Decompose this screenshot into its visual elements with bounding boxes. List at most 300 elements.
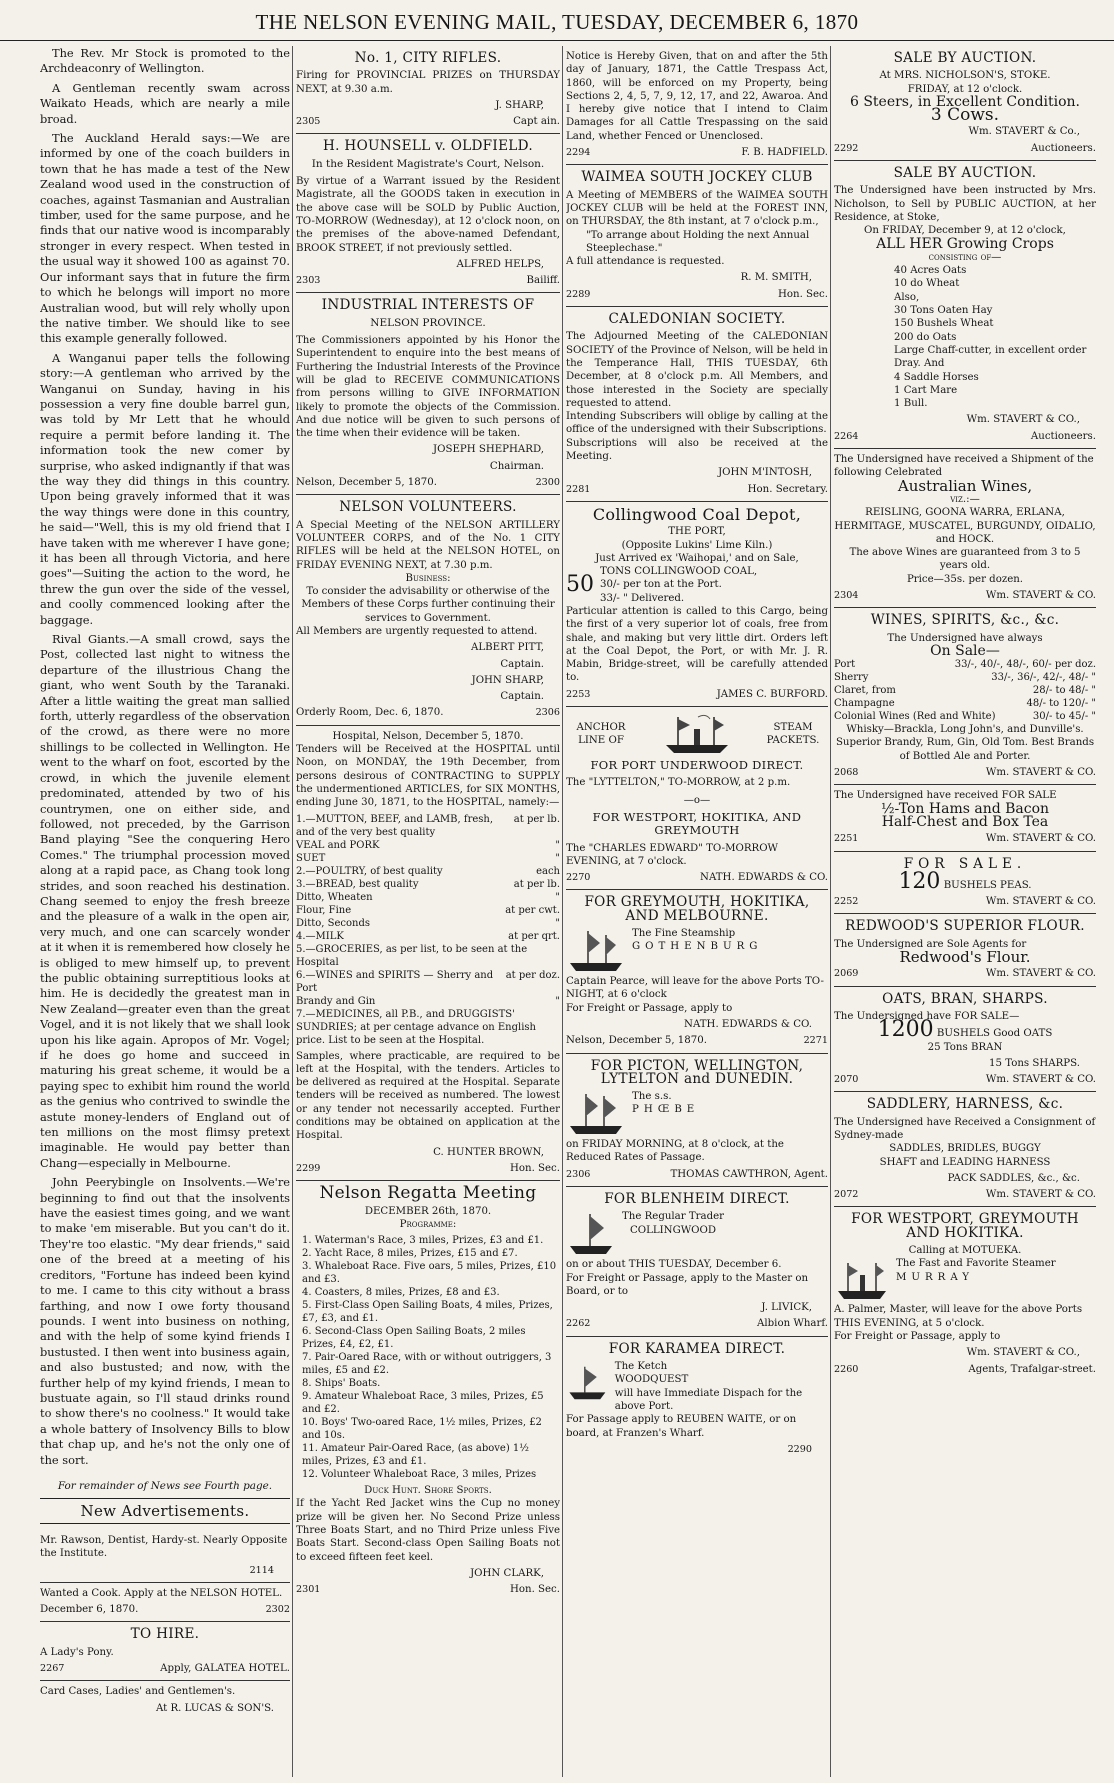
news-paragraph: John Peerybingle on Insolvents.—We're beginning to find out that the insolvents have the easiest times going, and we want to make 'em miserable. But you can't do it. They're too elastic. "My dear friends," said one of the breed at a meeting of his creditors, "Fortune has indeed been kyind to me. I came to this city without a brass farthing, and now I owe forty thousand pounds. I went into business on nothing, and with the help of some kyind friends I bustusted. I then went into business again, and also bustusted; and now, with the further help of my kyind friends, I mean to bustuate again, so I'll staud drinks round to show there's no coolness." It would take a whole battery of Insolvency Bills to blow that chap up, and he's not the only one of the sort. xyxy=(40,1175,290,1467)
ad-what: BUSHELS PEAS. xyxy=(943,879,1032,891)
ad-body: on FRIDAY MORNING, at 8 o'clock, at the Reduced Rates of Passage. xyxy=(566,1139,784,1164)
ad-charles: The "CHARLES EDWARD" TO-MORROW EVENING, at 7 o'clock. xyxy=(566,842,779,867)
ad-westport xyxy=(834,1207,1096,1380)
tender-item xyxy=(296,995,560,1008)
crop-list xyxy=(834,264,1096,410)
crop-item: 1 Cart Mare xyxy=(894,384,958,396)
ad-number: 2069 xyxy=(834,968,859,980)
ad-cards xyxy=(40,1681,290,1720)
ad-heading: REDWOOD'S SUPERIOR FLOUR. xyxy=(845,918,1085,935)
price-row-name: Claret, from xyxy=(834,685,896,697)
ad-where: At MRS. NICHOLSON'S, STOKE. xyxy=(879,70,1051,82)
ad-sign: NATH. EDWARDS & CO. xyxy=(700,872,828,884)
crop-item: Also, xyxy=(894,291,920,303)
ad-rawson xyxy=(40,1530,290,1583)
ad-title: Auctioneers. xyxy=(1030,142,1096,154)
ad-sign: JOHN CLARK, xyxy=(470,1567,544,1579)
sailing-ship-icon xyxy=(566,1090,626,1138)
tender-item-price: at per cwt. xyxy=(505,904,560,916)
news-paragraph: The Rev. Mr Stock is promoted to the Archdeaconry of Wellington. xyxy=(40,46,290,76)
coal-tons: 50 xyxy=(566,572,594,598)
ad-line-1: SADDLES, BRIDLES, BUGGY xyxy=(889,1143,1041,1155)
ad-body: Notice is Hereby Given, that on and after the 5th day of January, 1871, the Cattle Trespass Act, 1860, will be enforced on my Property, being Sections 2, 4, 5, 7, 9, 12, 17, and 22, Awaroa. And I hereby give notice that I intend to Claim Damages for all Cattle Trespassing on the said Land, whether Fenced or Unenclosed. xyxy=(566,51,828,142)
ad-date: Nelson, December 5, 1870. xyxy=(296,477,437,489)
ad-line-3: 15 Tons SHARPS. xyxy=(989,1057,1080,1069)
race-item: 7. Pair-Oared Race, with or without outriggers, 3 miles, £5 and £2. xyxy=(302,1352,552,1377)
ad-number: 2289 xyxy=(566,288,591,300)
ad-body: The Ketch xyxy=(614,1361,668,1373)
ad-text: Card Cases, Ladies' and Gentlemen's. xyxy=(40,1686,236,1698)
sailing-ship-icon xyxy=(566,927,626,975)
tender-item-name: 3.—BREAD, best quality xyxy=(296,878,419,890)
ad-city-rifles xyxy=(296,46,560,134)
ad-heading: FOR PICTON, WELLINGTON, LYTELTON and DUNEDIN. xyxy=(590,1057,804,1087)
ad-body: A Special Meeting of the NELSON ARTILLERY VOLUNTEER CORPS, and of the No. 1 CITY RIFLES will be held at the NELSON HOTEL, on FRIDAY EVENING NEXT, at 7.30 p.m. xyxy=(296,519,560,571)
crop-item: Dray. And xyxy=(894,358,945,370)
race-item: 12. Volunteer Whaleboat Race, 3 miles, Prizes xyxy=(302,1469,537,1481)
ad-number: 2271 xyxy=(803,1035,828,1047)
steamship-icon xyxy=(834,1257,890,1303)
ad-blenheim xyxy=(566,1187,828,1337)
ad-whisky: Whisky—Brackla, Long John's, and Dunville's. Superior Brandy, Rum, Gin, Old Tom. Best Brands of Bottled Ale and Porter. xyxy=(835,724,1095,762)
ad-picton xyxy=(566,1054,828,1187)
ad-heading: FOR KARAMEA DIRECT. xyxy=(608,1340,786,1357)
ad-title: Bailiff. xyxy=(526,275,560,287)
tender-item xyxy=(296,839,560,852)
tender-item xyxy=(296,917,560,930)
tender-item-price: at per doz. xyxy=(505,969,560,981)
ad-heading: FOR GREYMOUTH, HOKITIKA, AND MELBOURNE. xyxy=(584,894,810,924)
ad-purpose: To consider the advisability or otherwise of the Members of these Corps further continuing their services to Government. xyxy=(301,586,555,624)
ad-heading: FOR SALE. xyxy=(903,855,1027,872)
ad-sign: Wm. STAVERT & Co., xyxy=(968,126,1080,138)
ad-sale-2 xyxy=(834,161,1096,449)
ad-consisting: consisting of— xyxy=(928,251,1002,263)
ad-line-2: SHAFT and LEADING HARNESS xyxy=(879,1156,1051,1168)
ad-heading: No. 1, CITY RIFLES. xyxy=(354,50,502,66)
column-rule xyxy=(562,46,563,1777)
ad-when: On FRIDAY, December 9, at 12 o'clock, xyxy=(864,225,1066,237)
news-paragraph: A Wanganui paper tells the following story:—A gentleman who arrived by the Wanganui on Sunday, having in his possession a very fine double barrel gun, was told by Mr Lett that he whould require a permit before landing it. The information took the new comer by surprise, who asked indignantly if that was the way they did things in this country. Upon being gravely informed that it was the way things were done in this country, he said—"Well, this is my old friend that I have taken with me wherever I have gone; it has been all through Victoria, and here goes"—Suiting the action to the word, he threw the gun over the side of the vessel, and coolly commenced looking after the baggage. xyxy=(40,350,290,627)
ad-body-2: Intending Subscribers will oblige by calling at the office of the undersigned with their Subscriptions. xyxy=(566,411,828,436)
price-row xyxy=(834,710,1096,723)
ad-industrial xyxy=(296,293,560,495)
tender-item xyxy=(296,852,560,865)
ad-heading: SADDLERY, HARNESS, &c. xyxy=(866,1096,1064,1113)
price-row-value: 30/- to 45/- " xyxy=(1032,711,1096,723)
tender-item-name: Brandy and Gin xyxy=(296,995,376,1007)
ad-body: The Undersigned have been instructed by Mrs. Nicholson, to Sell by PUBLIC AUCTION, at her Residence, at Stoke, xyxy=(834,185,1096,223)
ad-body: Tenders will be Received at the HOSPITAL until Noon, on MONDAY, the 19th December, from persons desirous of CONTRACTING to SUPPLY the undermentioned ARTICLES, for SIX MONTHS, ending June 30, 1871, to the HOSPITAL, namely:— xyxy=(296,744,560,809)
tender-item-price: " xyxy=(555,917,560,929)
ad-number: 2260 xyxy=(834,1363,859,1375)
ad-oats xyxy=(834,987,1096,1093)
column-news xyxy=(40,46,290,1777)
tender-item-price: " xyxy=(555,852,560,864)
coal-price-1: 30/- per ton at the Port. xyxy=(600,579,722,591)
ad-number: 2281 xyxy=(566,483,591,495)
ad-number: 2306 xyxy=(535,707,560,719)
ad-sign: THOMAS CAWTHRON, Agent. xyxy=(670,1168,828,1180)
ad-line-2: 25 Tons BRAN xyxy=(927,1041,1003,1053)
ad-westport: FOR WESTPORT, HOKITIKA, AND GREYMOUTH xyxy=(592,809,802,838)
coal-price-2: 33/- " Delivered. xyxy=(600,592,685,604)
ad-port: FOR PORT UNDERWOOD DIRECT. xyxy=(590,758,804,773)
tender-item-name: Ditto, Wheaten xyxy=(296,891,373,903)
ad-body-2: Captain Pearce, will leave for the above Ports TO-NIGHT, at 6 o'clock xyxy=(566,976,824,1001)
ad-sub: NELSON PROVINCE. xyxy=(370,316,486,329)
ad-number: 2251 xyxy=(834,833,859,845)
ad-sign: C. HUNTER BROWN, xyxy=(433,1146,544,1158)
race-item: 10. Boys' Two-oared Race, 1½ miles, Prizes, £2 and 10s. xyxy=(302,1417,542,1442)
race-item: 8. Ships' Boats. xyxy=(302,1378,381,1390)
tender-item xyxy=(296,1008,560,1047)
tender-item-price: " xyxy=(555,891,560,903)
sailing-ship-icon xyxy=(566,1360,609,1406)
crop-item: 200 do Oats xyxy=(894,331,957,343)
ad-sign: Wm. STAVERT & CO., xyxy=(966,414,1080,426)
ad-cows: 3 Cows. xyxy=(930,105,1000,126)
tender-item-name: VEAL and PORK xyxy=(296,839,380,851)
price-row xyxy=(834,684,1096,697)
ad-date: Nelson, December 5, 1870. xyxy=(566,1035,707,1047)
ad-heading: NELSON VOLUNTEERS. xyxy=(339,499,517,516)
crop-item: 150 Bushels Wheat xyxy=(894,318,994,330)
ad-sign: Wm. STAVERT & CO. xyxy=(985,968,1096,980)
crop-item: 30 Tons Oaten Hay xyxy=(894,305,993,317)
price-row-name: Port xyxy=(834,659,856,671)
ad-text: A Lady's Pony. xyxy=(40,1646,114,1658)
tender-item xyxy=(296,904,560,917)
ad-attend: A full attendance is requested. xyxy=(566,256,725,268)
ad-business: Business: xyxy=(405,572,451,584)
ad-body-3: Subscriptions will also be received at the Meeting. xyxy=(566,437,828,463)
ad-sign: At R. LUCAS & SON'S. xyxy=(155,1702,274,1714)
price-row-name: Colonial Wines (Red and White) xyxy=(834,711,996,723)
ad-for-sale xyxy=(834,852,1096,915)
ad-number: 2262 xyxy=(566,1318,591,1330)
ad-title: Chairman. xyxy=(489,460,544,472)
ad-sub-2: (Opposite Lukins' Lime Kiln.) xyxy=(621,539,773,551)
tender-item-name: Flour, Fine xyxy=(296,904,352,916)
ad-caledonian xyxy=(566,307,828,502)
price-row xyxy=(834,697,1096,710)
tender-item-name: 1.—MUTTON, BEEF, and LAMB, fresh, and of the very best quality xyxy=(296,813,494,838)
ad-sign: J. SHARP, xyxy=(495,99,544,111)
price-row-value: 33/-, 36/-, 42/-, 48/- " xyxy=(991,672,1096,684)
ad-body: Firing for PROVINCIAL PRIZES on THURSDAY NEXT, at 9.30 a.m. xyxy=(296,70,560,95)
ad-number: 2303 xyxy=(296,275,321,287)
ad-sign: Wm. STAVERT & CO. xyxy=(985,589,1096,601)
tender-item-name: 7.—MEDICINES, all P.B., and DRUGGISTS' SUNDRIES; at per centage advance on English price. List to be seen at the Hospital. xyxy=(296,1008,536,1046)
price-row-value: 48/- to 120/- " xyxy=(1026,698,1096,710)
ad-arrived: Just Arrived ex 'Waihopai,' and on Sale, xyxy=(595,552,799,564)
tender-item xyxy=(296,969,560,995)
ad-heading: FOR BLENHEIM DIRECT. xyxy=(604,1191,790,1207)
tender-item-name: 5.—GROCERIES, as per list, to be seen at the Hospital xyxy=(296,943,528,968)
ad-freight: For Freight or Passage, apply to the Master on Board, or to xyxy=(566,1272,809,1297)
ad-onsale: On Sale— xyxy=(930,642,1000,659)
tender-item xyxy=(296,943,560,969)
ad-number: 2305 xyxy=(296,116,321,128)
ad-body: The Undersigned have received FOR SALE xyxy=(834,790,1057,802)
ad-sign: JOHN SHARP, xyxy=(471,674,544,686)
tender-item-price: " xyxy=(555,995,560,1007)
ad-title: Agents, Trafalgar-street. xyxy=(968,1363,1096,1375)
tender-item xyxy=(296,813,560,839)
ad-number: 2068 xyxy=(834,767,859,779)
price-row xyxy=(834,658,1096,671)
ad-heading: Nelson Regatta Meeting xyxy=(319,1183,537,1204)
price-row-value: 33/-, 40/-, 48/-, 60/- per doz. xyxy=(954,659,1096,671)
ad-date: Orderly Room, Dec. 6, 1870. xyxy=(296,707,444,719)
ad-sign: ALFRED HELPS, xyxy=(456,258,544,270)
column-ads-4 xyxy=(834,46,1096,1777)
ad-title: Hon. Sec. xyxy=(777,288,828,300)
ad-freight: For Freight or Passage, apply to xyxy=(834,1330,1001,1342)
column-ads-3 xyxy=(566,46,828,1777)
ad-sign: NATH. EDWARDS & CO. xyxy=(684,1018,812,1030)
remainder-note: For remainder of News see Fourth page. xyxy=(57,1479,273,1492)
race-item: 9. Amateur Whaleboat Race, 3 miles, Prizes, £5 and £2. xyxy=(302,1391,544,1416)
ad-body: The Commissioners appointed by his Honor the Superintendent to enquire into the best means of Furthering the Industrial Interests of the Province will be glad to RECEIVE COMMUNICATIONS from persons willing to GIVE INFORMATION likely to promote the objects of the Commission. And due notice will be given to such persons of the time when their evidence will be taken. xyxy=(296,335,560,440)
ship-name: WOODQUEST xyxy=(614,1374,689,1386)
ad-dateline: Hospital, Nelson, December 5, 1870. xyxy=(332,730,524,742)
ad-body: Particular attention is called to this Cargo, being the first of a very superior lot of coals, free from shale, and making but very little dirt. Orders left at the Coal Depot, the Port, or with Mr. J. R. Mabin, Bridge-street, will be carefully attended to. xyxy=(566,605,828,684)
race-item: 6. Second-Class Open Sailing Boats, 2 miles Prizes, £4, £2, £1. xyxy=(302,1326,526,1351)
ad-price: Price—35s. per dozen. xyxy=(906,573,1024,585)
steamship-icon xyxy=(662,711,732,757)
tender-item-name: SUET xyxy=(296,852,326,864)
ad-date: DECEMBER 26th, 1870. xyxy=(364,1205,492,1217)
column-rule xyxy=(292,46,293,1777)
crop-item: 10 do Wheat xyxy=(894,278,960,290)
ad-number: 2252 xyxy=(834,896,859,908)
ad-hire xyxy=(40,1622,290,1681)
ad-guarantee: The above Wines are guaranteed from 3 to 5 years old. xyxy=(849,547,1081,572)
ad-line-3: PACK SADDLES, &c., &c. xyxy=(947,1172,1080,1184)
ad-karamea xyxy=(566,1337,828,1461)
ad-body: The Regular Trader xyxy=(622,1211,725,1223)
ad-title: Auctioneers. xyxy=(1030,430,1096,442)
price-list xyxy=(834,658,1096,723)
ad-title: Albion Wharf. xyxy=(757,1318,828,1330)
news-paragraph: The Auckland Herald says:—We are informed by one of the coach builders in town that he has made a test of the New Zealand wood used in the construction of coaches, against Tasmanian and Australian timber, used for the same purpose, and he finds that our native wood is incomparably stronger in every respect. When tested in the usual way it showed 100 as against 70. Our informant says that in future the firm to which he belongs will import no more Australian wood, but will rely wholly upon the native timber. We should like to see this example generally followed. xyxy=(40,131,290,346)
race-item: 2. Yacht Race, 8 miles, Prizes, £15 and £7. xyxy=(302,1248,518,1260)
news-paragraph: A Gentleman recently swam across Waikato Heads, which are nearly a mile broad. xyxy=(40,80,290,126)
ad-heading: WAIMEA SOUTH JOCKEY CLUB xyxy=(581,169,813,186)
ad-heading: Australian Wines, xyxy=(897,476,1033,495)
ad-brand: Redwood's Flour. xyxy=(899,948,1031,967)
race-item: 4. Coasters, 8 miles, Prizes, £8 and £3. xyxy=(302,1287,500,1299)
tender-item-name: 2.—POULTRY, of best quality xyxy=(296,865,443,877)
anchor-right: STEAM PACKETS. xyxy=(766,721,820,747)
ad-number: 2300 xyxy=(535,477,560,489)
crop-item: Large Chaff-cutter, in excellent order xyxy=(894,344,1087,356)
tender-item-price: " xyxy=(555,839,560,851)
ad-sign: Wm. STAVERT & CO. xyxy=(985,1074,1096,1086)
ad-freight: For Passage apply to REUBEN WAITE, or on board, at Franzen's Wharf. xyxy=(566,1414,797,1439)
ad-title: Hon. Sec. xyxy=(509,1162,560,1174)
ship-name: PHŒBE xyxy=(632,1104,700,1116)
ad-item-1: ½-Ton Hams and Bacon xyxy=(880,800,1050,817)
ad-body: The Undersigned have always xyxy=(887,632,1043,644)
news-paragraph: Rival Giants.—A small crowd, says the Post, collected last night to witness the departure of the illustrious Chang the giant, who went South by the Taranaki. After a little waiting the great man sallied forth, utterly regardless of the observation of the crowd, as there were no more shillings to be collected in Wellington. He went to the wharf on foot, escorted by the crowd, in which the juvenile element predominated, attended by two of his countrymen, one on either side, and followed, not preceded, by the Garrison Band playing "See the conquering Hero Comes." The triumphal procession moved along at a rapid pace, as Chang took long strides, and soon reached his destination. Chang seemed to enjoy the fresh breeze and the pleasure of a walk in the open air, very much, and one can scarcely wonder at it when it is remembered how closely he is obliged to mew himself up, to prevent the public obtaining surreptitious looks at him. He is decidedly the greatest man in New Zealand—greater even than the great Vogel, and it is not likely that we shall look upon his like again. Apropos of Mr. Vogel; if he does go home and succeed in maturing his great scheme, it would be a paying spec to exhibit him round the world as the genius who contrived to swindle the astute money-lenders of England out of ten millions on the most flimsy pretext imaginable. He would pay better than Chang—especially in Melbourne. xyxy=(40,632,290,1170)
ad-sub: THE PORT, xyxy=(668,526,726,538)
ad-apply: Apply, GALATEA HOTEL. xyxy=(160,1663,290,1675)
tender-item-name: Ditto, Seconds xyxy=(296,917,370,929)
ad-body: The Undersigned have Received a Consignment of Sydney-made xyxy=(834,1116,1096,1141)
crop-item: 1 Bull. xyxy=(894,398,928,410)
tender-item-price: at per lb. xyxy=(513,878,560,890)
ad-anchor-line: ANCHOR LINE OF STEAM PACKETS. FOR PORT UNDERWOOD DIRECT. The "LYTTELTON," TO-MORROW, at 2 p.m. —o— FOR WESTPORT, HOKITIKA, AND GREYMOUTH The "CHARLES EDWARD" TO-MORROW EVENING, at 7 o'clock. 2270 NATH. EDWARDS & CO. xyxy=(566,707,828,890)
anchor-left: ANCHOR LINE OF xyxy=(576,721,626,747)
ad-heading: SALE BY AUCTION. xyxy=(893,50,1037,66)
ad-number: 2290 xyxy=(787,1443,812,1455)
ad-viz: viz.:— xyxy=(950,493,980,505)
ad-sign: J. LIVICK, xyxy=(761,1302,812,1314)
ad-notes: Samples, where practicable, are required to be left at the Hospital, with the tenders. Articles to be delivered as required at the Hospital. Separate tenders will be received as numbered. The lowest or any tender not necessarily accepted. Further conditions may be obtained on application at the Hospital. xyxy=(296,1050,560,1142)
ad-sign: ALBERT PITT, xyxy=(471,642,544,654)
ad-steers: 6 Steers, in Excellent Condition. xyxy=(849,93,1081,110)
tender-item xyxy=(296,891,560,904)
ad-body: A Meeting of MEMBERS of the WAIMEA SOUTH JOCKEY CLUB will be held at the FOREST INN, on THURSDAY, the 8th instant, at 7 o'clock p.m., xyxy=(566,189,828,228)
ad-volunteers xyxy=(296,495,560,725)
ad-body: The Undersigned have FOR SALE— xyxy=(834,1010,1020,1022)
ad-number: 2072 xyxy=(834,1189,859,1201)
ad-number: 2253 xyxy=(566,688,591,700)
ad-qty: 1200 xyxy=(877,1017,934,1043)
masthead xyxy=(0,0,1114,41)
tender-item-name: 6.—WINES and SPIRITS — Sherry and Port xyxy=(296,969,494,994)
ad-hospital xyxy=(296,726,560,1181)
wine-list: REISLING, GOONA WARRA, ERLANA, HERMITAGE, MUSCATEL, BURGUNDY, OIDALIO, and HOCK. xyxy=(834,507,1096,545)
ad-title: Hon. Sec. xyxy=(509,1584,560,1596)
ship-name: GOTHENBURG xyxy=(632,941,763,953)
ad-text: Wanted a Cook. Apply at the NELSON HOTEL. xyxy=(40,1587,283,1599)
ad-qty: 120 xyxy=(898,868,941,894)
ad-hams xyxy=(834,785,1096,851)
ad-body: The Fast and Favorite Steamer xyxy=(896,1258,1056,1270)
masthead-title: THE NELSON EVENING MAIL, TUESDAY, DECEMBER 6, 1870 xyxy=(255,10,859,34)
price-row-value: 28/- to 48/- " xyxy=(1032,685,1096,697)
ad-jockey-club xyxy=(566,165,828,307)
ad-quote: "To arrange about Holding the next Annual Steeplechase." xyxy=(586,229,810,254)
ad-title: Captain. xyxy=(500,691,544,703)
race-item: 5. First-Class Open Sailing Boats, 4 miles, Prizes, £7, £3, and £1. xyxy=(302,1300,553,1325)
tender-item xyxy=(296,930,560,943)
ad-body: The Fine Steamship xyxy=(632,928,736,940)
ad-number: 2302 xyxy=(265,1604,290,1616)
race-item: 3. Whaleboat Race. Five oars, 5 miles, Prizes, £10 and £3. xyxy=(302,1261,557,1286)
ad-flour xyxy=(834,914,1096,986)
ad-sign: JAMES C. BURFORD. xyxy=(716,688,828,700)
ad-number: 2294 xyxy=(566,147,591,159)
crop-item: 40 Acres Oats xyxy=(894,265,967,277)
ad-freight: For Freight or Passage, apply to xyxy=(566,1002,733,1014)
ad-sign: Wm. STAVERT & CO. xyxy=(985,767,1096,779)
ad-regatta xyxy=(296,1181,560,1601)
ship-name: MURRAY xyxy=(896,1271,975,1283)
tender-item xyxy=(296,865,560,878)
ad-number: 2267 xyxy=(40,1663,65,1675)
ad-extras: Duck Hunt. Shore Sports. xyxy=(364,1485,492,1497)
ad-sign: Wm. STAVERT & CO. xyxy=(985,833,1096,845)
ad-coal-depot xyxy=(566,502,828,707)
ship-name: COLLINGWOOD xyxy=(629,1224,717,1236)
tender-item-price: at per qrt. xyxy=(508,930,560,942)
column-rule xyxy=(830,46,831,1777)
ad-all: ALL HER Growing Crops xyxy=(876,235,1054,252)
ad-heading: INDUSTRIAL INTERESTS OF xyxy=(321,297,535,314)
ad-number: 2306 xyxy=(566,1168,591,1180)
price-row xyxy=(834,671,1096,684)
ad-body-2: A. Palmer, Master, will leave for the above Ports THIS EVENING, at 5 o'clock. xyxy=(834,1304,1083,1329)
ad-body-2: on or about THIS TUESDAY, December 6. xyxy=(566,1259,782,1271)
ad-item-2: Half-Chest and Box Tea xyxy=(881,813,1049,830)
tender-item xyxy=(296,878,560,891)
ad-sign: F. B. HADFIELD. xyxy=(741,147,828,159)
ad-heading: TO HIRE. xyxy=(130,1626,200,1643)
ad-number: 2114 xyxy=(249,1564,274,1576)
ad-number: 2264 xyxy=(834,430,859,442)
race-item: 1. Waterman's Race, 3 miles, Prizes, £3 and £1. xyxy=(302,1235,544,1247)
coal-what: TONS COLLINGWOOD COAL, xyxy=(600,566,758,578)
ad-notes: If the Yacht Red Jacket wins the Cup no money prize will be given her. No Second Prize unless Three Boats Start, and no Third Prize unless Five Boats Start. Second-class Open Sailing Boats not to exceed fifteen feet keel. xyxy=(296,1498,560,1563)
tender-item-price: at per lb. xyxy=(513,813,560,825)
ad-number: 2070 xyxy=(834,1074,859,1086)
ad-number: 2292 xyxy=(834,142,859,154)
ad-title: Hon. Secretary. xyxy=(747,483,828,495)
ad-saddlery xyxy=(834,1092,1096,1207)
ad-heading: FOR WESTPORT, GREYMOUTH AND HOKITIKA. xyxy=(851,1211,1079,1241)
ad-sub: Calling at MOTUEKA. xyxy=(908,1245,1022,1257)
ad-body-2: will have Immediate Dispach for the above Port. xyxy=(614,1387,803,1412)
ad-what: BUSHELS Good OATS xyxy=(936,1028,1053,1040)
ad-number: 2304 xyxy=(834,589,859,601)
ad-sign: Wm. STAVERT & CO., xyxy=(966,1347,1080,1359)
price-row-name: Sherry xyxy=(834,672,869,684)
ad-attend: All Members are urgently requested to attend. xyxy=(296,625,538,637)
ad-heading: WINES, SPIRITS, &c., &c. xyxy=(870,612,1060,629)
ad-wines xyxy=(834,449,1096,608)
ad-heading: H. HOUNSELL v. OLDFIELD. xyxy=(323,138,533,155)
ad-cook xyxy=(40,1583,290,1623)
crop-item: 4 Saddle Horses xyxy=(894,371,979,383)
ad-sub: In the Resident Magistrate's Court, Nelson. xyxy=(311,157,545,170)
ad-notice-hadfield xyxy=(566,46,828,165)
ad-number: 2299 xyxy=(296,1162,321,1174)
column-ads-2 xyxy=(296,46,560,1777)
new-ads-header: New Advertisements. xyxy=(40,1498,290,1524)
ad-sign: JOHN M'INTOSH, xyxy=(718,467,812,479)
ad-body: By virtue of a Warrant issued by the Resident Magistrate, all the GOODS taken in execution in the above case will be SOLD by Public Auction, TO-MORROW (Wednesday), at 12 o'clock noon, on the premises of the above-named Defendant, BROOK STREET, if not previously settled. xyxy=(296,176,560,254)
ad-body: The Undersigned have received a Shipment of the following Celebrated xyxy=(834,454,1094,479)
ad-heading: OATS, BRAN, SHARPS. xyxy=(882,990,1048,1007)
race-list xyxy=(302,1234,560,1481)
ad-date: December 6, 1870. xyxy=(40,1604,139,1616)
ad-body: The Adjourned Meeting of the CALEDONIAN SOCIETY of the Province of Nelson, will be held in the Temperance Hall, THIS TUESDAY, 6th December, at 8 o'clock p.m. All Members, and those interested in the Society are specially requested to attend. xyxy=(566,331,828,409)
ad-the: The s.s. xyxy=(632,1091,672,1103)
race-item: 11. Amateur Pair-Oared Race, (as above) 1½ miles, Prizes, £3 and £1. xyxy=(302,1443,529,1468)
sailing-ship-icon xyxy=(566,1210,616,1258)
ad-number: 2270 xyxy=(566,872,591,884)
ad-title: Captain. xyxy=(500,658,544,670)
ad-sale-1 xyxy=(834,46,1096,161)
ad-programme: Programme: xyxy=(399,1218,457,1230)
ad-sign: R. M. SMITH, xyxy=(740,272,812,284)
ad-when: FRIDAY, at 12 o'clock. xyxy=(907,83,1023,95)
